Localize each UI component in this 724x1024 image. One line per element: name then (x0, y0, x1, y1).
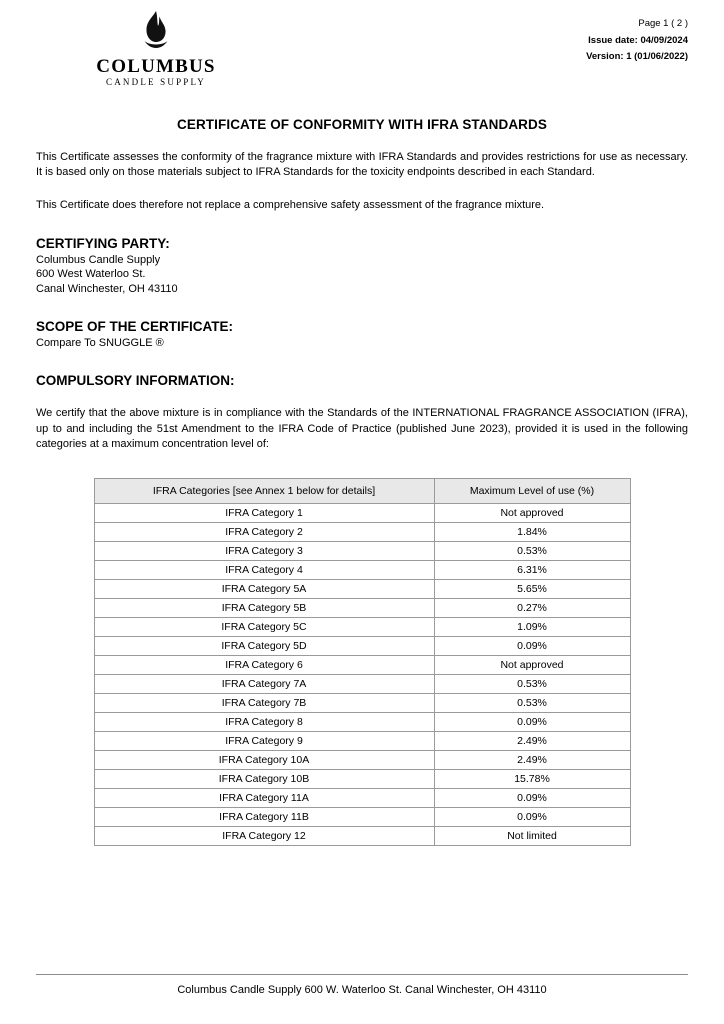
scope-value: Compare To SNUGGLE ® (36, 337, 164, 350)
certifying-party-company: Columbus Candle Supply (36, 253, 161, 266)
cell-max-level: 0.53% (434, 541, 630, 560)
cell-category: IFRA Category 3 (94, 541, 434, 560)
cell-category: IFRA Category 5D (94, 636, 434, 655)
cell-max-level: 0.27% (434, 598, 630, 617)
cell-category: IFRA Category 5B (94, 598, 434, 617)
cell-max-level: 0.09% (434, 712, 630, 731)
table-row (94, 636, 630, 655)
document-meta (586, 10, 688, 66)
table-row (94, 541, 630, 560)
table-row (94, 693, 630, 712)
column-header-max-level: Maximum Level of use (%) (434, 478, 630, 503)
cell-max-level: Not approved (434, 503, 630, 522)
version: Version: 1 (01/06/2022) (586, 51, 688, 63)
ifra-categories-table (94, 478, 631, 846)
cell-max-level: 0.09% (434, 788, 630, 807)
page-header (36, 0, 688, 87)
table-row (94, 579, 630, 598)
cell-max-level: Not approved (434, 655, 630, 674)
cell-category: IFRA Category 11A (94, 788, 434, 807)
intro-paragraph: This Certificate assesses the conformity of the fragrance mixture with IFRA Standards and provides restrictions for use as necessary. It is based only on those materials subject to IFRA Standards for the toxicity endpoints described in each Standard. (36, 151, 688, 179)
table-row (94, 769, 630, 788)
compulsory-information-heading: COMPULSORY INFORMATION: (36, 373, 235, 389)
flame-icon (66, 10, 246, 55)
cell-category: IFRA Category 7A (94, 674, 434, 693)
cell-max-level: 5.65% (434, 579, 630, 598)
table-row (94, 503, 630, 522)
column-header-category: IFRA Categories [see Annex 1 below for details] (94, 478, 434, 503)
table-row (94, 655, 630, 674)
cell-max-level: 0.53% (434, 693, 630, 712)
cell-max-level: 15.78% (434, 769, 630, 788)
cell-category: IFRA Category 7B (94, 693, 434, 712)
table-row (94, 788, 630, 807)
page-title: CERTIFICATE OF CONFORMITY WITH IFRA STANDARDS (177, 117, 547, 132)
cell-category: IFRA Category 11B (94, 807, 434, 826)
table-row (94, 750, 630, 769)
logo-company-subtitle: CANDLE SUPPLY (106, 77, 206, 87)
cell-category: IFRA Category 4 (94, 560, 434, 579)
cell-category: IFRA Category 10A (94, 750, 434, 769)
cell-category: IFRA Category 8 (94, 712, 434, 731)
table-body (94, 503, 630, 845)
logo-company-name: COLUMBUS (96, 56, 216, 77)
certifying-party-address-line-2: Canal Winchester, OH 43110 (36, 283, 178, 296)
cell-category: IFRA Category 9 (94, 731, 434, 750)
footer-text: Columbus Candle Supply 600 W. Waterloo St. Canal Winchester, OH 43110 (177, 984, 547, 996)
table-row (94, 807, 630, 826)
cell-max-level: 2.49% (434, 731, 630, 750)
cell-max-level: Not limited (434, 826, 630, 845)
second-paragraph: This Certificate does therefore not replace a comprehensive safety assessment of the fragrance mixture. (36, 199, 545, 212)
table-row (94, 617, 630, 636)
cell-max-level: 6.31% (434, 560, 630, 579)
table-row (94, 522, 630, 541)
table-row (94, 598, 630, 617)
cell-category: IFRA Category 10B (94, 769, 434, 788)
company-logo (36, 10, 246, 87)
issue-date: Issue date: 04/09/2024 (588, 34, 688, 46)
table-header-row (94, 478, 630, 503)
cell-max-level: 1.84% (434, 522, 630, 541)
certifying-party-heading: CERTIFYING PARTY: (36, 235, 170, 251)
cell-max-level: 0.53% (434, 674, 630, 693)
page-number: Page 1 ( 2 ) (638, 18, 688, 29)
cell-max-level: 2.49% (434, 750, 630, 769)
table-row (94, 674, 630, 693)
cell-category: IFRA Category 12 (94, 826, 434, 845)
table-row (94, 826, 630, 845)
compulsory-information-paragraph: We certify that the above mixture is in compliance with the Standards of the INTERNATIONAL FRAGRANCE ASSOCIATION (IFRA), up to and including the 51st Amendment to the IFRA Code of Practice (published June 2023), provided it is used in the following categories at a maximum concentration level of: (36, 407, 688, 450)
cell-category: IFRA Category 5C (94, 617, 434, 636)
cell-category: IFRA Category 2 (94, 522, 434, 541)
table-row (94, 731, 630, 750)
page-footer (36, 974, 688, 996)
cell-category: IFRA Category 6 (94, 655, 434, 674)
scope-heading: SCOPE OF THE CERTIFICATE: (36, 319, 234, 335)
footer-divider (36, 974, 688, 975)
cell-max-level: 0.09% (434, 807, 630, 826)
certifying-party-address-line-1: 600 West Waterloo St. (36, 268, 146, 281)
cell-category: IFRA Category 5A (94, 579, 434, 598)
cell-category: IFRA Category 1 (94, 503, 434, 522)
cell-max-level: 1.09% (434, 617, 630, 636)
table-row (94, 560, 630, 579)
cell-max-level: 0.09% (434, 636, 630, 655)
table-row (94, 712, 630, 731)
